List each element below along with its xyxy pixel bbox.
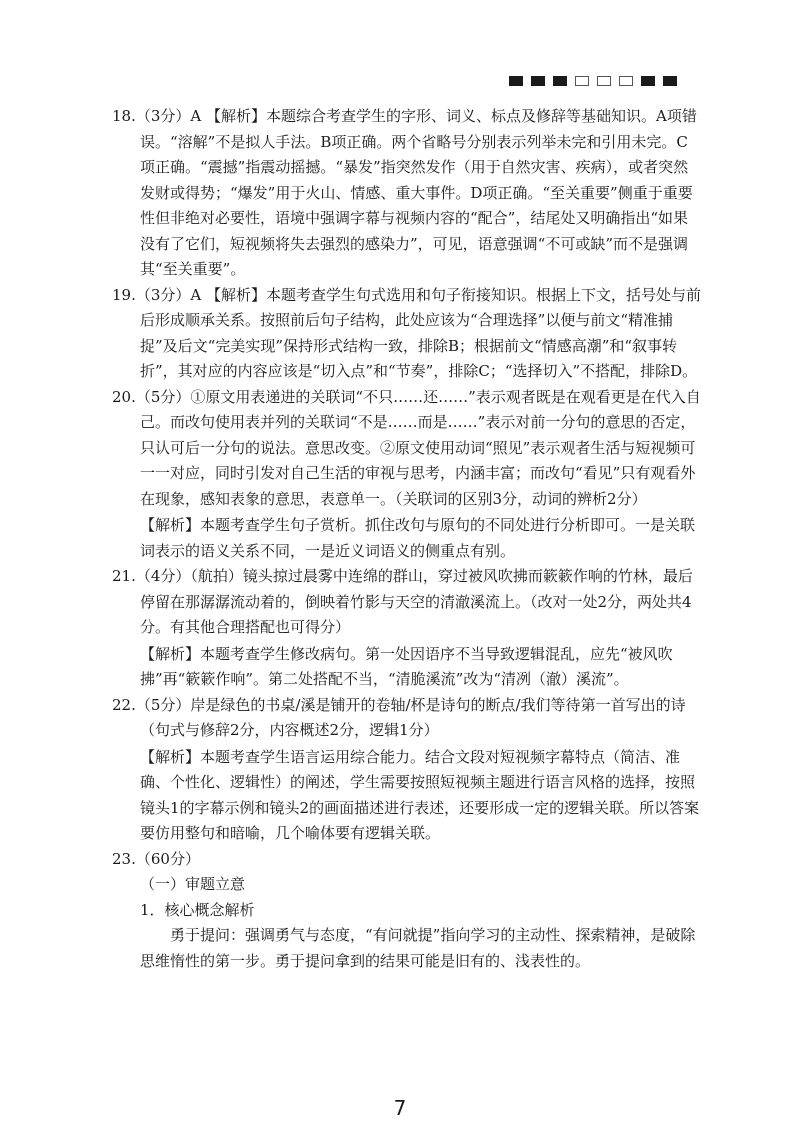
answer-q18: 18.（3分）A 【解析】本题综合考查学生的字形、词义、标点及修辞等基础知识。A项错误。“溶解”不是拟人手法。B项正确。两个省略号分别表示列举未完和引用未完。C项正确。“震撼”指震动摇撼。“暴发”指突然发作（用于自然灾害、疾病），或者突然发财或得势；“爆发”用于火山、情感、重大事件。D项正确。“至关重要”侧重于重要性但非绝对必要性，语境中强调字幕与视频内容的“配合”，结尾处又明确指出“如果没有了它们，短视频将失去强烈的感染力”，可见，语意强调“不可或缺”而不是强调其“至关重要”。: [112, 107, 697, 278]
answer-q19: 19.（3分）A 【解析】本题考查学生句式选用和句子衔接知识。根据上下文，括号处与前后形成顺承关系。按照前后句子结构，此处应该为“合理选择”以便与前文“精准捕捉”及后文“完美实现”保持形式结构一致，排除B；根据前文“情感高潮”和“叙事转折”，其对应的内容应该是“切入点”和“节奏”，排除C；“选择切入”不搭配，排除D。: [112, 285, 702, 380]
marker-square: [597, 76, 611, 86]
answer-q20: 20.（5分）①原文用表递进的关联词“不只……还……”表示观者既是在观看更是在代入自己。而改句使用表并列的关联词“不是……而是……”表示对前一分句的意思的否定，只认可后一分句的说法。意思改变。②原文使用动词“照见”表示观者生活与短视频可一一对应，同时引发对自己生活的审视与思考，内涵丰富；而改句“看见”只有观看外在现象，感知表象的意思，表意单一。（关联词的区别3分，动词的辨析2分）: [112, 387, 701, 508]
marker-square: [641, 76, 655, 86]
answer-content: [112, 104, 702, 974]
marker-square: [575, 76, 589, 86]
answer-q21: 21.（4分）（航拍）镜头掠过晨雾中连绵的群山，穿过被风吹拂而簌簌作响的竹林，最后停留在那潺潺流动着的，倒映着竹影与天空的清澈溪流上。（改对一处2分，两处共4分。有其他合理搭配也可得分）: [112, 567, 693, 636]
marker-square: [553, 76, 567, 86]
marker-square: [509, 76, 523, 86]
page-number: 7: [393, 1096, 407, 1120]
header-marker-strip: [509, 76, 677, 86]
analysis-q21: 【解析】本题考查学生修改病句。第一处因语序不当导致逻辑混乱，应先“被风吹拂”再“簌簌作响”。第二处搭配不当，“清脆溪流”改为“清冽（澈）溪流”。: [140, 644, 673, 688]
marker-square: [663, 76, 677, 86]
q23-section-heading: （一）审题立意: [140, 875, 246, 893]
analysis-q20: 【解析】本题考查学生句子赏析。抓住改句与原句的不同处进行分析即可。一是关联词表示的语义关系不同，一是近义词语义的侧重点有别。: [140, 516, 696, 560]
marker-square: [531, 76, 545, 86]
marker-square: [619, 76, 633, 86]
analysis-q22: 【解析】本题考查学生语言运用综合能力。结合文段对短视频字幕特点（简洁、准确、个性化、逻辑性）的阐述，学生需要按照短视频主题进行语言风格的选择，按照镜头1的字幕示例和镜头2的画面描述进行表述，还要形成一定的逻辑关联。所以答案要仿用整句和暗喻，几个喻体要有逻辑关联。: [140, 747, 700, 842]
q23-paragraph: 勇于提问：强调勇气与态度，“有问就提”指向学习的主动性、探索精神，是破除思维惰性的第一步。勇于提问拿到的结果可能是旧有的、浅表性的。: [140, 926, 696, 970]
q23-subheading: 1．核心概念解析: [140, 900, 255, 919]
answer-q22: 22.（5分）岸是绿色的书桌/溪是铺开的卷轴/杯是诗句的断点/我们等待第一首写出的诗（句式与修辞2分，内容概述2分，逻辑1分）: [112, 695, 686, 739]
answer-q23: 23.（60分）: [112, 849, 200, 868]
